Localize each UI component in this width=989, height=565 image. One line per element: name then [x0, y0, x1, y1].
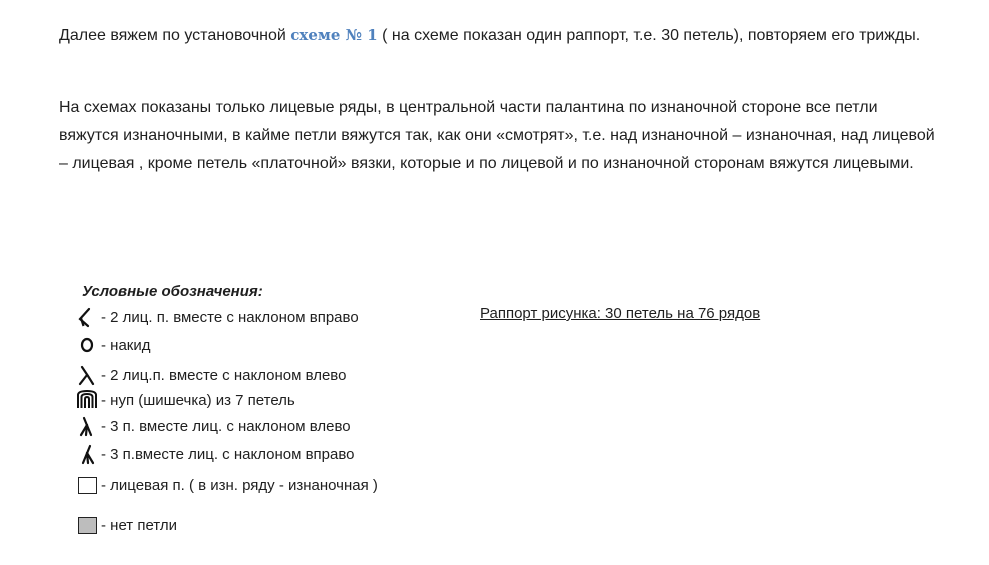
legend-item-text: - нуп (шишечка) из 7 петель [101, 391, 295, 409]
legend-item [76, 513, 177, 537]
explanation-paragraph: На схемах показаны только лицевые ряды, в центральной части палантина по изнаночной стороне все петли вяжутся изнаночными, в кайме петли вяжутся так, как они «смотрят», т.е. над изнаночной – изнаночная, над лицевой – лицевая , кроме петель «платочной» вязки, которые и по лицевой и по изнаночной сторонам вяжутся лицевыми. [59, 99, 935, 172]
yarn-over-icon [76, 334, 98, 356]
legend-item-text: - лицевая п. ( в изн. ряду - изнаночная ) [101, 476, 378, 494]
legend-item [76, 363, 346, 387]
intro-text-after: ( на схеме показан один раппорт, т.е. 30 петель), повторяем его трижды. [377, 27, 921, 44]
legend-item [76, 473, 378, 497]
legend-item-text: - 2 лиц.п. вместе с наклоном влево [101, 366, 347, 384]
legend-item [76, 442, 355, 466]
legend-item-text: - накид [101, 336, 151, 354]
k3tog-right-icon [76, 443, 98, 465]
legend-item-text: - 3 п.вместе лиц. с наклоном вправо [101, 445, 355, 463]
intro-paragraph [59, 21, 939, 50]
scheme-link[interactable]: схеме № 1 [290, 26, 378, 44]
legend-item-text: - 2 лиц. п. вместе с наклоном вправо [101, 308, 359, 326]
k2tog-left-icon [76, 364, 98, 386]
no-stitch-icon [76, 514, 98, 536]
knit-square-icon [76, 474, 98, 496]
bobble-icon [76, 389, 98, 411]
k3tog-left-icon [76, 415, 98, 437]
legend-item [76, 388, 295, 412]
rapport-label: Раппорт рисунка: 30 петель на 76 рядов [480, 305, 761, 322]
intro-text-before: Далее вяжем по установочной [59, 27, 291, 44]
legend-title: Условные обозначения: [82, 283, 263, 300]
k2tog-right-icon [76, 306, 98, 328]
legend-item-text: - нет петли [101, 516, 177, 534]
legend-item [76, 305, 359, 329]
legend-item [76, 414, 351, 438]
legend-item-text: - 3 п. вместе лиц. с наклоном влево [101, 417, 351, 435]
legend-item [76, 333, 150, 357]
